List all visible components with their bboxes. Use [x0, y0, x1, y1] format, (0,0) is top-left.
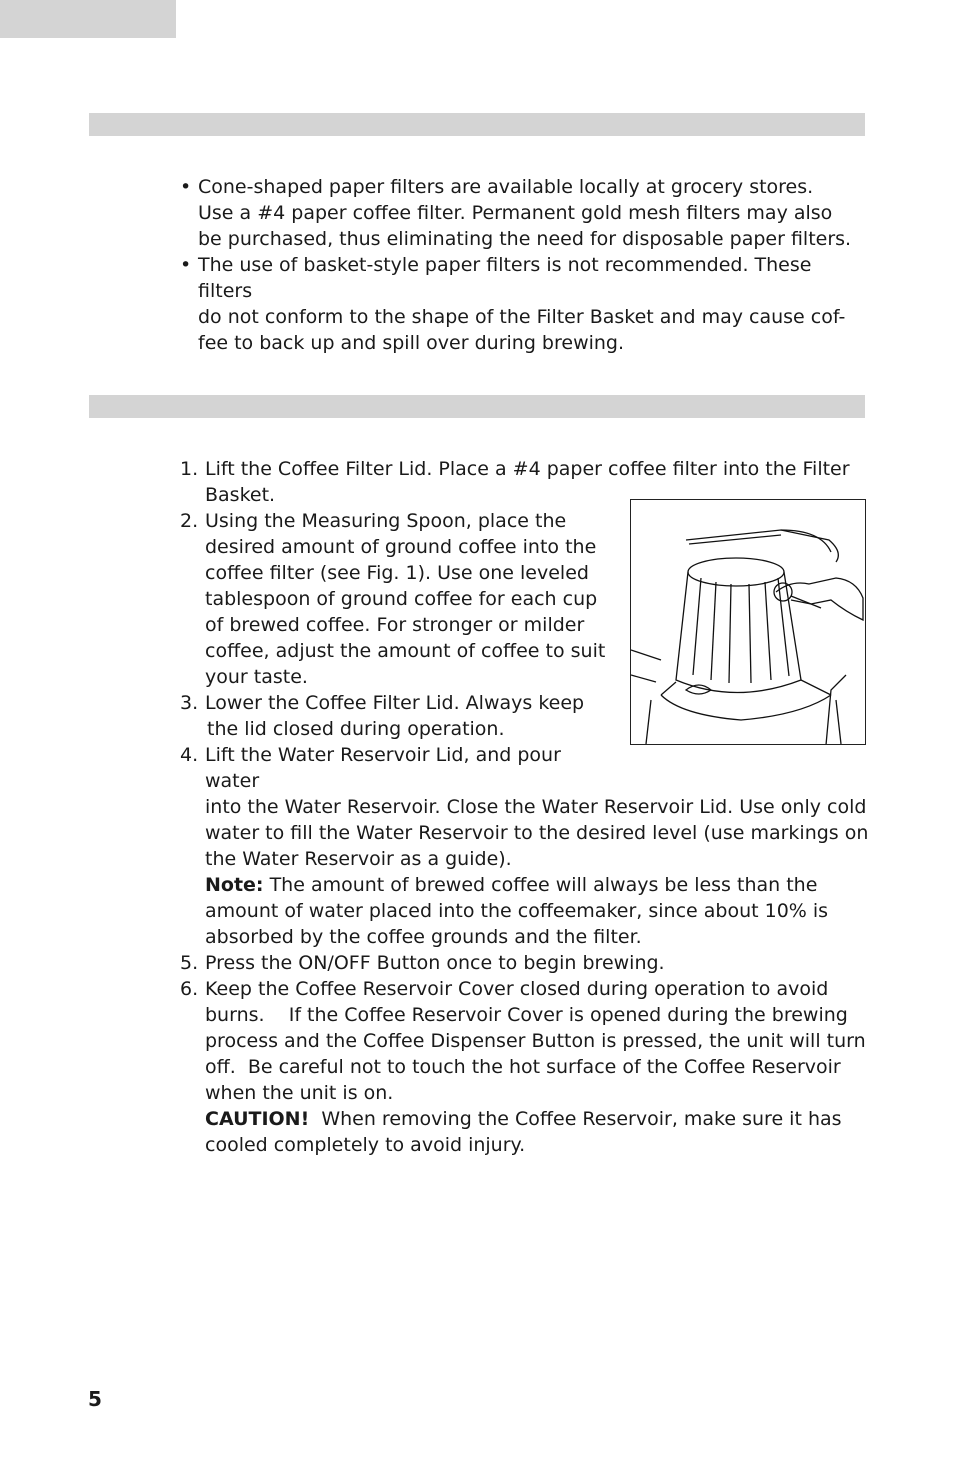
step-number: 1.: [180, 458, 199, 480]
step-line: Keep the Coffee Reservoir Cover closed during operation to avoid: [205, 978, 829, 1000]
step-number: 5.: [180, 952, 199, 974]
step-line: into the Water Reservoir. Close the Water Reservoir Lid. Use only cold: [205, 796, 867, 818]
step-line: of brewed coffee. For stronger or milder: [205, 614, 585, 636]
step-line: desired amount of ground coffee into the: [205, 536, 597, 558]
bullet-line: do not conform to the shape of the Filter Basket and may cause cof-: [198, 306, 846, 328]
caution-text: When removing the Coffee Reservoir, make sure it has: [309, 1108, 842, 1130]
step-line: water to fill the Water Reservoir to the desired level (use markings on: [205, 822, 869, 844]
bullet-line: The use of basket-style paper filters is not recommended. These filters: [198, 254, 812, 302]
step-number: 2.: [180, 510, 199, 532]
step-line: Basket.: [205, 484, 276, 506]
section-header-bar: [89, 395, 865, 418]
step-line: your taste.: [205, 666, 308, 688]
step-line: Lower the Coffee Filter Lid. Always keep: [205, 692, 585, 714]
bullet-item: [180, 252, 870, 356]
step-line: tablespoon of ground coffee for each cup: [205, 588, 598, 610]
bullet-item: [180, 174, 870, 252]
step-line: the Water Reservoir as a guide).: [205, 848, 512, 870]
figure-1-illustration: [630, 499, 866, 745]
note-line: [205, 872, 870, 898]
step-item: [180, 976, 870, 1158]
bullet-dot: •: [180, 176, 192, 198]
step-line: Lift the Coffee Filter Lid. Place a #4 paper coffee filter into the Filter: [205, 458, 850, 480]
step-number: 3.: [180, 692, 199, 714]
corner-tab: [0, 0, 176, 38]
step-line: coffee, adjust the amount of coffee to suit: [205, 640, 606, 662]
step-number: 4.: [180, 744, 199, 766]
note-label: Note:: [205, 874, 264, 896]
note-text: The amount of brewed coffee will always be less than the: [263, 874, 818, 896]
bullet-line: be purchased, thus eliminating the need for disposable paper filters.: [198, 228, 852, 250]
section-header-bar: [89, 113, 865, 136]
bullet-line: Use a #4 paper coffee filter. Permanent gold mesh filters may also: [198, 202, 833, 224]
step-line: Lift the Water Reservoir Lid, and pour water: [205, 744, 561, 792]
note-text: amount of water placed into the coffeemaker, since about 10% is: [205, 900, 829, 922]
caution-line: [205, 1106, 870, 1132]
step-line: process and the Coffee Dispenser Button is pressed, the unit will turn: [205, 1030, 866, 1052]
step-line: burns. If the Coffee Reservoir Cover is opened during the brewing: [205, 1004, 848, 1026]
step-number: 6.: [180, 978, 199, 1000]
step-line: Press the ON/OFF Button once to begin brewing.: [205, 952, 665, 974]
note-text: absorbed by the coffee grounds and the filter.: [205, 926, 642, 948]
caution-text: cooled completely to avoid injury.: [205, 1134, 526, 1156]
step-line: Using the Measuring Spoon, place the: [205, 510, 567, 532]
bullet-dot: •: [180, 254, 192, 276]
step-line: off. Be careful not to touch the hot surface of the Coffee Reservoir: [205, 1056, 841, 1078]
bullet-line: Cone-shaped paper filters are available locally at grocery stores.: [198, 176, 814, 198]
step-line: when the unit is on.: [205, 1082, 394, 1104]
page-number: 5: [88, 1387, 102, 1411]
bullet-line: fee to back up and spill over during brewing.: [198, 332, 625, 354]
step-line: coffee filter (see Fig. 1). Use one leveled: [205, 562, 589, 584]
caution-label: CAUTION!: [205, 1108, 310, 1130]
step-line: the lid closed during operation.: [207, 718, 505, 740]
step-item: [180, 950, 870, 976]
coffee-filter-basket-icon: [631, 500, 865, 744]
step-item: [180, 742, 870, 950]
filter-notes-list: [180, 174, 870, 356]
